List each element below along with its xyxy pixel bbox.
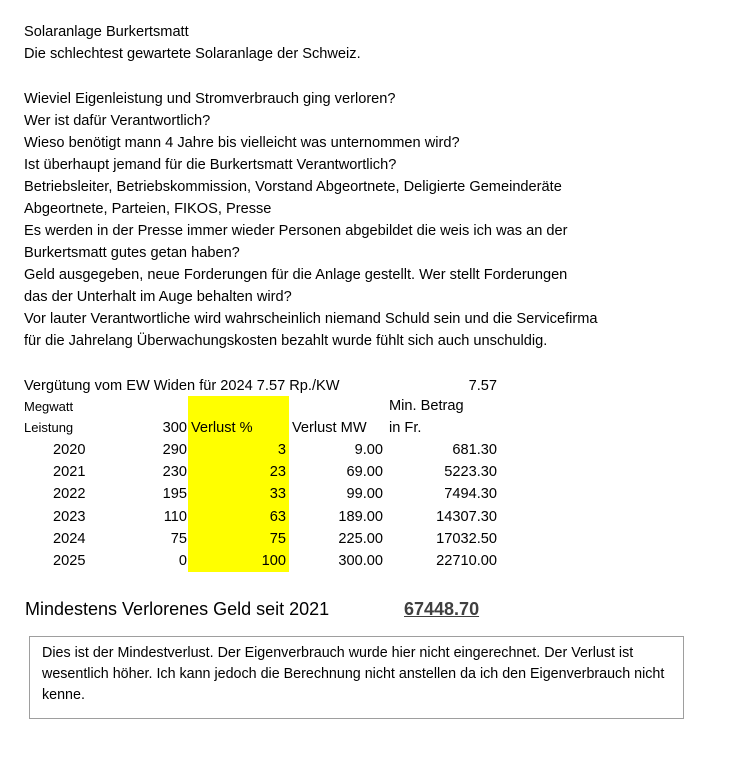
cell-verlust-percent: 100 — [261, 553, 286, 569]
cell-betrag: 14307.30 — [436, 509, 497, 525]
cell-verlust-percent: 33 — [269, 486, 286, 502]
text-line: das der Unterhalt im Auge behalten wird? — [24, 289, 292, 305]
text-line: Vor lauter Verantwortliche wird wahrscheinlich niemand Schuld sein und die Servicefirma — [24, 311, 598, 327]
text-line: Abgeortnete, Parteien, FIKOS, Presse — [24, 201, 272, 217]
document-subtitle: Die schlechtest gewartete Solaranlage der Schweiz. — [24, 46, 361, 62]
cell-betrag: 17032.50 — [436, 531, 497, 547]
cell-verlust-percent: 23 — [269, 464, 286, 480]
text-line: Ist überhaupt jemand für die Burkertsmatt Verantwortlich? — [24, 157, 397, 173]
cell-year: 2023 — [53, 509, 86, 525]
cell-verlust-percent: 63 — [269, 509, 286, 525]
text-line: Burkertsmatt gutes getan haben? — [24, 245, 240, 261]
header-capacity: 300 — [162, 420, 187, 436]
text-line: Es werden in der Presse immer wieder Personen abgebildet die weis ich was an der — [24, 223, 568, 239]
cell-year: 2022 — [53, 486, 86, 502]
cell-leistung: 230 — [162, 464, 187, 480]
header-verlust-mw: Verlust MW — [292, 420, 367, 436]
header-leistung: Leistung — [24, 420, 74, 435]
text-line: Wieso benötigt mann 4 Jahre bis vielleicht was unternommen wird? — [24, 135, 460, 151]
cell-leistung: 0 — [178, 553, 187, 569]
text-line: Wieviel Eigenleistung und Stromverbrauch ging verloren? — [24, 91, 396, 107]
cell-verlust-mw: 189.00 — [338, 509, 383, 525]
header-verlust-percent: Verlust % — [191, 420, 253, 436]
cell-betrag: 7494.30 — [444, 486, 497, 502]
cell-betrag: 681.30 — [452, 442, 497, 458]
cell-leistung: 195 — [162, 486, 187, 502]
summary-total: 67448.70 — [404, 599, 480, 619]
cell-year: 2020 — [53, 442, 86, 458]
cell-leistung: 110 — [163, 509, 187, 525]
cell-verlust-mw: 225.00 — [338, 531, 383, 547]
cell-verlust-mw: 99.00 — [346, 486, 383, 502]
rate-value: 7.57 — [468, 378, 497, 394]
text-line: Wer ist dafür Verantwortlich? — [24, 113, 211, 129]
document-title: Solaranlage Burkertsmatt — [24, 24, 189, 40]
note-textbox — [29, 636, 684, 719]
text-line: Betriebsleiter, Betriebskommission, Vorstand Abgeortnete, Deligierte Gemeinderäte — [24, 179, 562, 195]
cell-verlust-percent: 3 — [277, 442, 286, 458]
text-line: für die Jahrelang Überwachungskosten bezahlt wurde fühlt sich auch unschuldig. — [24, 333, 548, 349]
cell-year: 2021 — [53, 464, 86, 480]
cell-year: 2024 — [53, 531, 86, 547]
cell-year: 2025 — [53, 553, 86, 569]
header-in-fr: in Fr. — [389, 420, 422, 436]
cell-betrag: 5223.30 — [444, 464, 497, 480]
cell-verlust-mw: 9.00 — [354, 442, 383, 458]
header-min-betrag: Min. Betrag — [389, 398, 464, 414]
text-line: Geld ausgegeben, neue Forderungen für die Anlage gestellt. Wer stellt Forderungen — [24, 267, 568, 283]
note-text: Dies ist der Mindestverlust. Der Eigenverbrauch wurde hier nicht eingerechnet. Der Verlust ist wesentlich höher. Ich kann jedoch die Berechnung nicht anstellen da ich den Eigenverbrauch nicht kenne. — [42, 645, 665, 703]
cell-verlust-percent: 75 — [269, 531, 286, 547]
header-megawatt: Megwatt — [24, 399, 74, 414]
rate-label: Vergütung vom EW Widen für 2024 7.57 Rp./KW — [24, 378, 340, 394]
cell-leistung: 75 — [170, 531, 187, 547]
cell-betrag: 22710.00 — [436, 553, 497, 569]
summary-label: Mindestens Verlorenes Geld seit 2021 — [25, 599, 330, 619]
cell-verlust-mw: 300.00 — [338, 553, 383, 569]
cell-verlust-mw: 69.00 — [346, 464, 383, 480]
cell-leistung: 290 — [162, 442, 187, 458]
